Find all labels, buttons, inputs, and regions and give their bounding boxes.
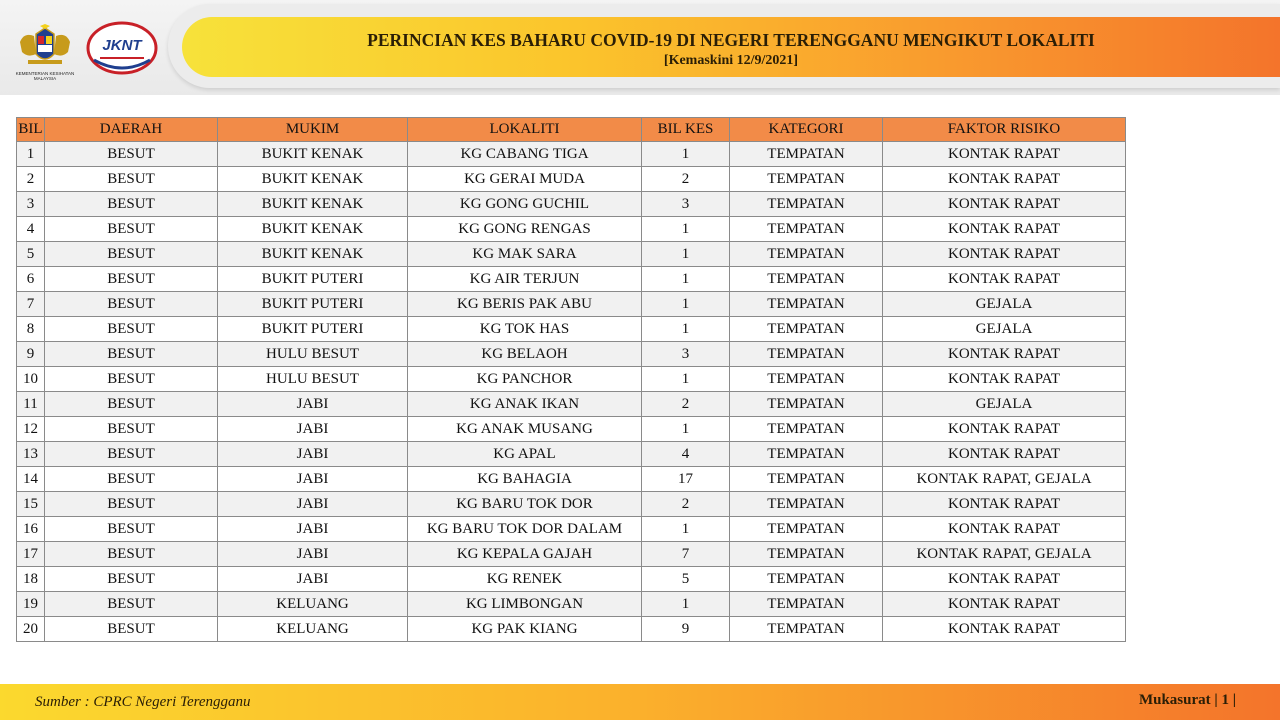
table-row [17,317,1126,342]
cell-lokaliti: KG AIR TERJUN [408,267,642,292]
cell-bil-kes: 7 [642,542,730,567]
column-header: BIL KES [642,118,730,142]
cell-faktor-risiko: KONTAK RAPAT [883,567,1126,592]
cell-bil: 5 [17,242,45,267]
cell-faktor-risiko: KONTAK RAPAT [883,217,1126,242]
cell-faktor-risiko: KONTAK RAPAT [883,242,1126,267]
cell-lokaliti: KG ANAK MUSANG [408,417,642,442]
cell-bil: 3 [17,192,45,217]
cell-daerah: BESUT [45,542,218,567]
cell-daerah: BESUT [45,342,218,367]
cell-faktor-risiko: KONTAK RAPAT [883,517,1126,542]
cell-lokaliti: KG GERAI MUDA [408,167,642,192]
cell-bil: 20 [17,617,45,642]
cell-lokaliti: KG PAK KIANG [408,617,642,642]
cell-bil-kes: 1 [642,517,730,542]
cell-faktor-risiko: KONTAK RAPAT [883,442,1126,467]
cell-lokaliti: KG BARU TOK DOR DALAM [408,517,642,542]
kkm-logo-text: KEMENTERIAN KESIHATAN MALAYSIA [15,71,75,81]
cell-kategori: TEMPATAN [730,142,883,167]
table-row [17,467,1126,492]
cell-lokaliti: KG CABANG TIGA [408,142,642,167]
cell-faktor-risiko: KONTAK RAPAT [883,417,1126,442]
cell-bil: 18 [17,567,45,592]
jknt-logo-icon [84,20,160,76]
cell-bil-kes: 1 [642,317,730,342]
cell-bil: 10 [17,367,45,392]
cell-faktor-risiko: KONTAK RAPAT, GEJALA [883,467,1126,492]
cell-bil-kes: 1 [642,242,730,267]
table-header-row [17,118,1126,142]
cell-kategori: TEMPATAN [730,367,883,392]
page-subtitle: [Kemaskini 12/9/2021] [663,53,799,68]
table-body [17,142,1126,642]
table-row [17,367,1126,392]
cell-mukim: JABI [218,517,408,542]
cell-mukim: BUKIT PUTERI [218,317,408,342]
cell-bil: 8 [17,317,45,342]
cell-faktor-risiko: KONTAK RAPAT, GEJALA [883,542,1126,567]
cell-lokaliti: KG RENEK [408,567,642,592]
cell-bil-kes: 1 [642,217,730,242]
cell-lokaliti: KG BERIS PAK ABU [408,292,642,317]
cell-daerah: BESUT [45,442,218,467]
cell-bil-kes: 1 [642,367,730,392]
cell-bil: 4 [17,217,45,242]
cell-mukim: JABI [218,567,408,592]
cell-daerah: BESUT [45,267,218,292]
cell-faktor-risiko: KONTAK RAPAT [883,142,1126,167]
cell-faktor-risiko: GEJALA [883,317,1126,342]
table-row [17,592,1126,617]
cell-kategori: TEMPATAN [730,292,883,317]
cell-bil: 7 [17,292,45,317]
cell-kategori: TEMPATAN [730,617,883,642]
cell-bil: 6 [17,267,45,292]
cell-daerah: BESUT [45,292,218,317]
cell-lokaliti: KG PANCHOR [408,367,642,392]
cell-daerah: BESUT [45,417,218,442]
cell-daerah: BESUT [45,492,218,517]
table-row [17,617,1126,642]
cell-kategori: TEMPATAN [730,442,883,467]
cell-faktor-risiko: KONTAK RAPAT [883,492,1126,517]
cell-daerah: BESUT [45,142,218,167]
cell-bil-kes: 1 [642,267,730,292]
cell-mukim: BUKIT KENAK [218,142,408,167]
cell-mukim: JABI [218,442,408,467]
cell-bil-kes: 17 [642,467,730,492]
cell-kategori: TEMPATAN [730,542,883,567]
cell-mukim: BUKIT KENAK [218,217,408,242]
table-row [17,417,1126,442]
cell-bil-kes: 1 [642,417,730,442]
cell-kategori: TEMPATAN [730,517,883,542]
table-row [17,542,1126,567]
cell-bil: 11 [17,392,45,417]
cell-lokaliti: KG TOK HAS [408,317,642,342]
table-row [17,167,1126,192]
cell-lokaliti: KG LIMBONGAN [408,592,642,617]
cell-daerah: BESUT [45,617,218,642]
table-row [17,267,1126,292]
table-row [17,442,1126,467]
cell-faktor-risiko: KONTAK RAPAT [883,617,1126,642]
cell-mukim: JABI [218,542,408,567]
column-header: FAKTOR RISIKO [883,118,1126,142]
table-row [17,142,1126,167]
cell-bil: 12 [17,417,45,442]
cell-kategori: TEMPATAN [730,317,883,342]
cell-bil-kes: 9 [642,617,730,642]
cell-faktor-risiko: GEJALA [883,292,1126,317]
column-header: MUKIM [218,118,408,142]
column-header: LOKALITI [408,118,642,142]
cell-daerah: BESUT [45,567,218,592]
jknt-logo-text: JKNT [102,37,142,54]
table-row [17,192,1126,217]
cell-kategori: TEMPATAN [730,467,883,492]
table-row [17,492,1126,517]
cell-bil: 2 [17,167,45,192]
cell-bil: 16 [17,517,45,542]
cell-bil-kes: 1 [642,292,730,317]
cell-kategori: TEMPATAN [730,242,883,267]
table-row [17,392,1126,417]
cell-mukim: HULU BESUT [218,367,408,392]
cell-daerah: BESUT [45,317,218,342]
cell-daerah: BESUT [45,592,218,617]
cell-mukim: KELUANG [218,617,408,642]
cell-bil: 19 [17,592,45,617]
cell-lokaliti: KG BARU TOK DOR [408,492,642,517]
source-note: Sumber : CPRC Negeri Terengganu [35,694,251,710]
cell-kategori: TEMPATAN [730,392,883,417]
cell-lokaliti: KG BAHAGIA [408,467,642,492]
cell-faktor-risiko: KONTAK RAPAT [883,167,1126,192]
cell-daerah: BESUT [45,467,218,492]
cell-kategori: TEMPATAN [730,267,883,292]
cell-bil-kes: 2 [642,392,730,417]
cell-bil: 9 [17,342,45,367]
cell-mukim: BUKIT KENAK [218,192,408,217]
cell-kategori: TEMPATAN [730,167,883,192]
cases-table [16,117,1126,642]
cell-mukim: JABI [218,467,408,492]
cell-mukim: KELUANG [218,592,408,617]
cell-bil-kes: 1 [642,592,730,617]
cell-bil: 15 [17,492,45,517]
cell-mukim: BUKIT KENAK [218,242,408,267]
footer [0,684,1280,720]
cell-bil-kes: 3 [642,342,730,367]
cell-mukim: JABI [218,492,408,517]
cell-daerah: BESUT [45,517,218,542]
cell-lokaliti: KG BELAOH [408,342,642,367]
cell-mukim: JABI [218,392,408,417]
cell-kategori: TEMPATAN [730,492,883,517]
cell-kategori: TEMPATAN [730,342,883,367]
table-row [17,242,1126,267]
page-title: PERINCIAN KES BAHARU COVID-19 DI NEGERI TERENGGANU MENGIKUT LOKALITI [367,30,1095,50]
cell-kategori: TEMPATAN [730,592,883,617]
cell-bil: 13 [17,442,45,467]
cell-mukim: BUKIT KENAK [218,167,408,192]
column-header: KATEGORI [730,118,883,142]
cell-lokaliti: KG GONG RENGAS [408,217,642,242]
cell-lokaliti: KG KEPALA GAJAH [408,542,642,567]
cell-daerah: BESUT [45,167,218,192]
cell-bil-kes: 2 [642,167,730,192]
cell-kategori: TEMPATAN [730,192,883,217]
cell-faktor-risiko: GEJALA [883,392,1126,417]
cell-bil-kes: 2 [642,492,730,517]
cell-faktor-risiko: KONTAK RAPAT [883,192,1126,217]
cell-faktor-risiko: KONTAK RAPAT [883,342,1126,367]
cell-lokaliti: KG ANAK IKAN [408,392,642,417]
table-row [17,517,1126,542]
cell-faktor-risiko: KONTAK RAPAT [883,367,1126,392]
cell-daerah: BESUT [45,367,218,392]
cell-lokaliti: KG GONG GUCHIL [408,192,642,217]
cell-bil: 17 [17,542,45,567]
cell-mukim: BUKIT PUTERI [218,292,408,317]
cell-bil-kes: 5 [642,567,730,592]
cell-faktor-risiko: KONTAK RAPAT [883,592,1126,617]
cell-daerah: BESUT [45,217,218,242]
cell-lokaliti: KG APAL [408,442,642,467]
cell-mukim: JABI [218,417,408,442]
cell-daerah: BESUT [45,192,218,217]
cell-bil: 1 [17,142,45,167]
cell-kategori: TEMPATAN [730,567,883,592]
page-number: Mukasurat | 1 | [1138,692,1236,708]
cell-kategori: TEMPATAN [730,417,883,442]
cell-daerah: BESUT [45,392,218,417]
cell-bil-kes: 4 [642,442,730,467]
cell-bil-kes: 3 [642,192,730,217]
cell-daerah: BESUT [45,242,218,267]
table-row [17,342,1126,367]
column-header: BIL [17,118,45,142]
cell-faktor-risiko: KONTAK RAPAT [883,267,1126,292]
table-row [17,292,1126,317]
cell-kategori: TEMPATAN [730,217,883,242]
cell-bil: 14 [17,467,45,492]
cell-lokaliti: KG MAK SARA [408,242,642,267]
cell-mukim: BUKIT PUTERI [218,267,408,292]
column-header: DAERAH [45,118,218,142]
cell-mukim: HULU BESUT [218,342,408,367]
cell-bil-kes: 1 [642,142,730,167]
table-row [17,567,1126,592]
table-row [17,217,1126,242]
